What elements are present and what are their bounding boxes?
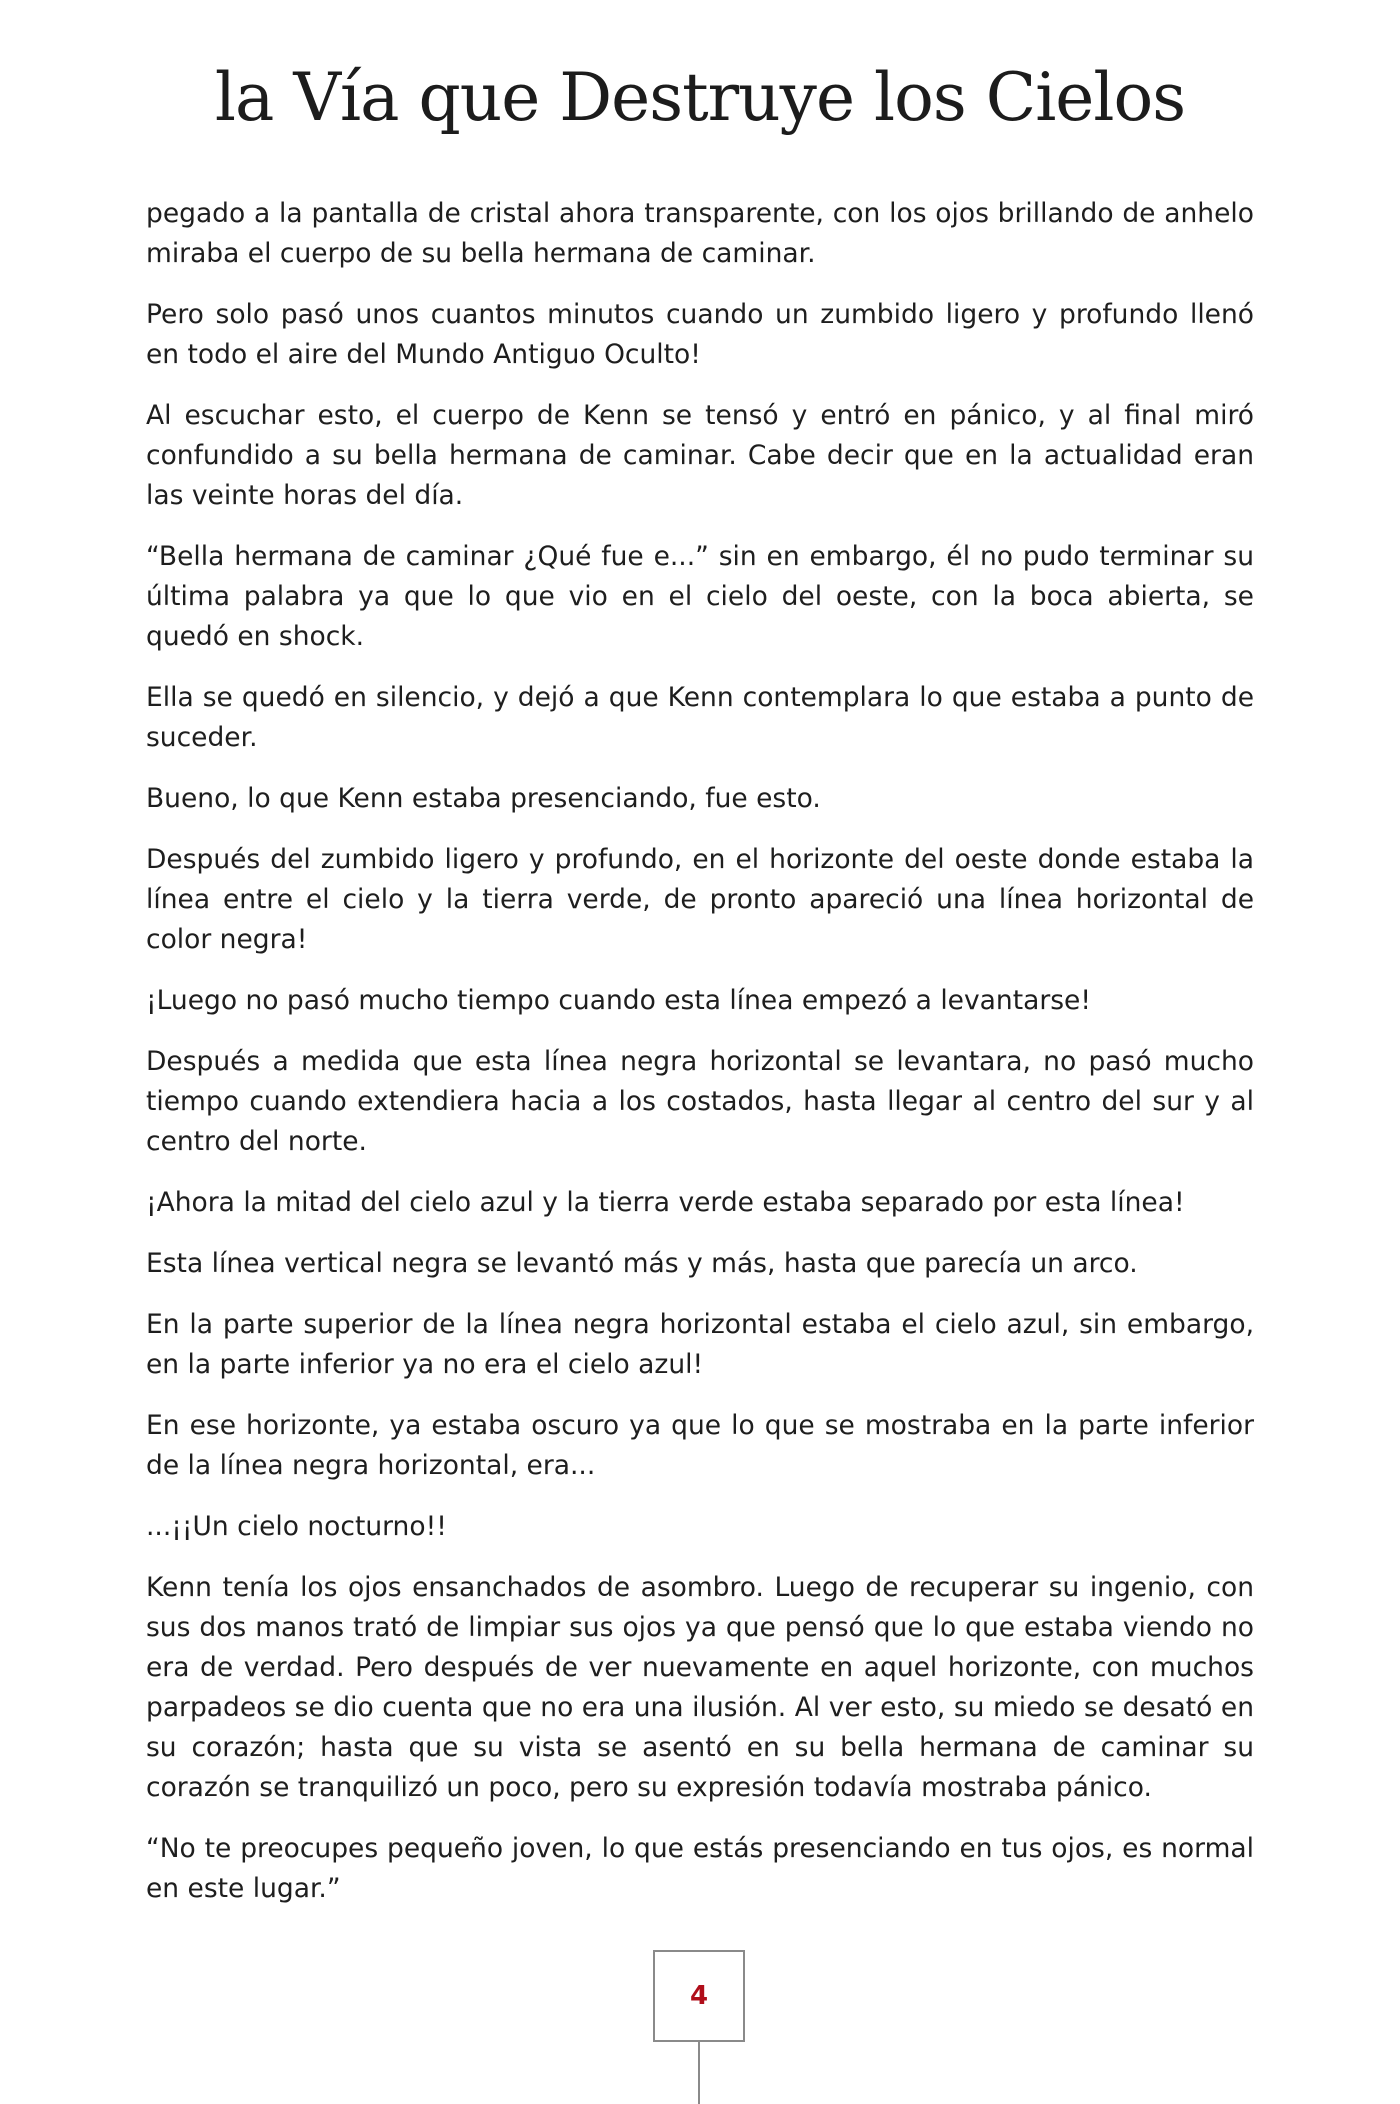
paragraph: En la parte superior de la línea negra horizontal estaba el cielo azul, sin embargo, en la parte inferior ya no era el cielo azul! [146, 1309, 1254, 1380]
page-number: 4 [653, 1950, 745, 2042]
paragraph: pegado a la pantalla de cristal ahora transparente, con los ojos brillando de anhelo miraba el cuerpo de su bella hermana de caminar. [146, 198, 1254, 269]
paragraph: Esta línea vertical negra se levantó más y más, hasta que parecía un arco. [146, 1248, 1138, 1279]
paragraph: En ese horizonte, ya estaba oscuro ya que lo que se mostraba en la parte inferior de la línea negra horizontal, era... [146, 1410, 1254, 1481]
paragraph: ¡Luego no pasó mucho tiempo cuando esta línea empezó a levantarse! [146, 985, 1091, 1016]
body-text [146, 194, 1254, 1930]
paragraph: “No te preocupes pequeño joven, lo que estás presenciando en tus ojos, es normal en este lugar.” [146, 1833, 1254, 1904]
paragraph: ...¡¡Un cielo nocturno!! [146, 1511, 447, 1542]
paragraph: “Bella hermana de caminar ¿Qué fue e...” sin en embargo, él no pudo terminar su última palabra ya que lo que vio en el cielo del oeste, con la boca abierta, se quedó en shock. [146, 541, 1254, 652]
paragraph: Después a medida que esta línea negra horizontal se levantara, no pasó mucho tiempo cuando extendiera hacia a los costados, hasta llegar al centro del sur y al centro del norte. [146, 1046, 1254, 1157]
paragraph: Después del zumbido ligero y profundo, en el horizonte del oeste donde estaba la línea entre el cielo y la tierra verde, de pronto apareció una línea horizontal de color negra! [146, 844, 1254, 955]
paragraph: Pero solo pasó unos cuantos minutos cuando un zumbido ligero y profundo llenó en todo el aire del Mundo Antiguo Oculto! [146, 299, 1254, 370]
paragraph: Bueno, lo que Kenn estaba presenciando, fue esto. [146, 783, 821, 814]
paragraph: Ella se quedó en silencio, y dejó a que Kenn contemplara lo que estaba a punto de suceder. [146, 682, 1254, 753]
page-number-connector-line [698, 2042, 700, 2104]
paragraph: Al escuchar esto, el cuerpo de Kenn se tensó y entró en pánico, y al final miró confundido a su bella hermana de caminar. Cabe decir que en la actualidad eran las veinte horas del día. [146, 400, 1254, 511]
paragraph: Kenn tenía los ojos ensanchados de asombro. Luego de recuperar su ingenio, con sus dos manos trató de limpiar sus ojos ya que pensó que lo que estaba viendo no era de verdad. Pero después de ver nuevamente en aquel horizonte, con muchos parpadeos se dio cuenta que no era una ilusión. Al ver esto, su miedo se desató en su corazón; hasta que su vista se asentó en su bella hermana de caminar su corazón se tranquilizó un poco, pero su expresión todavía mostraba pánico. [146, 1572, 1254, 1803]
paragraph: ¡Ahora la mitad del cielo azul y la tierra verde estaba separado por esta línea! [146, 1187, 1185, 1218]
page-title: la Vía que Destruye los Cielos [214, 59, 1186, 136]
